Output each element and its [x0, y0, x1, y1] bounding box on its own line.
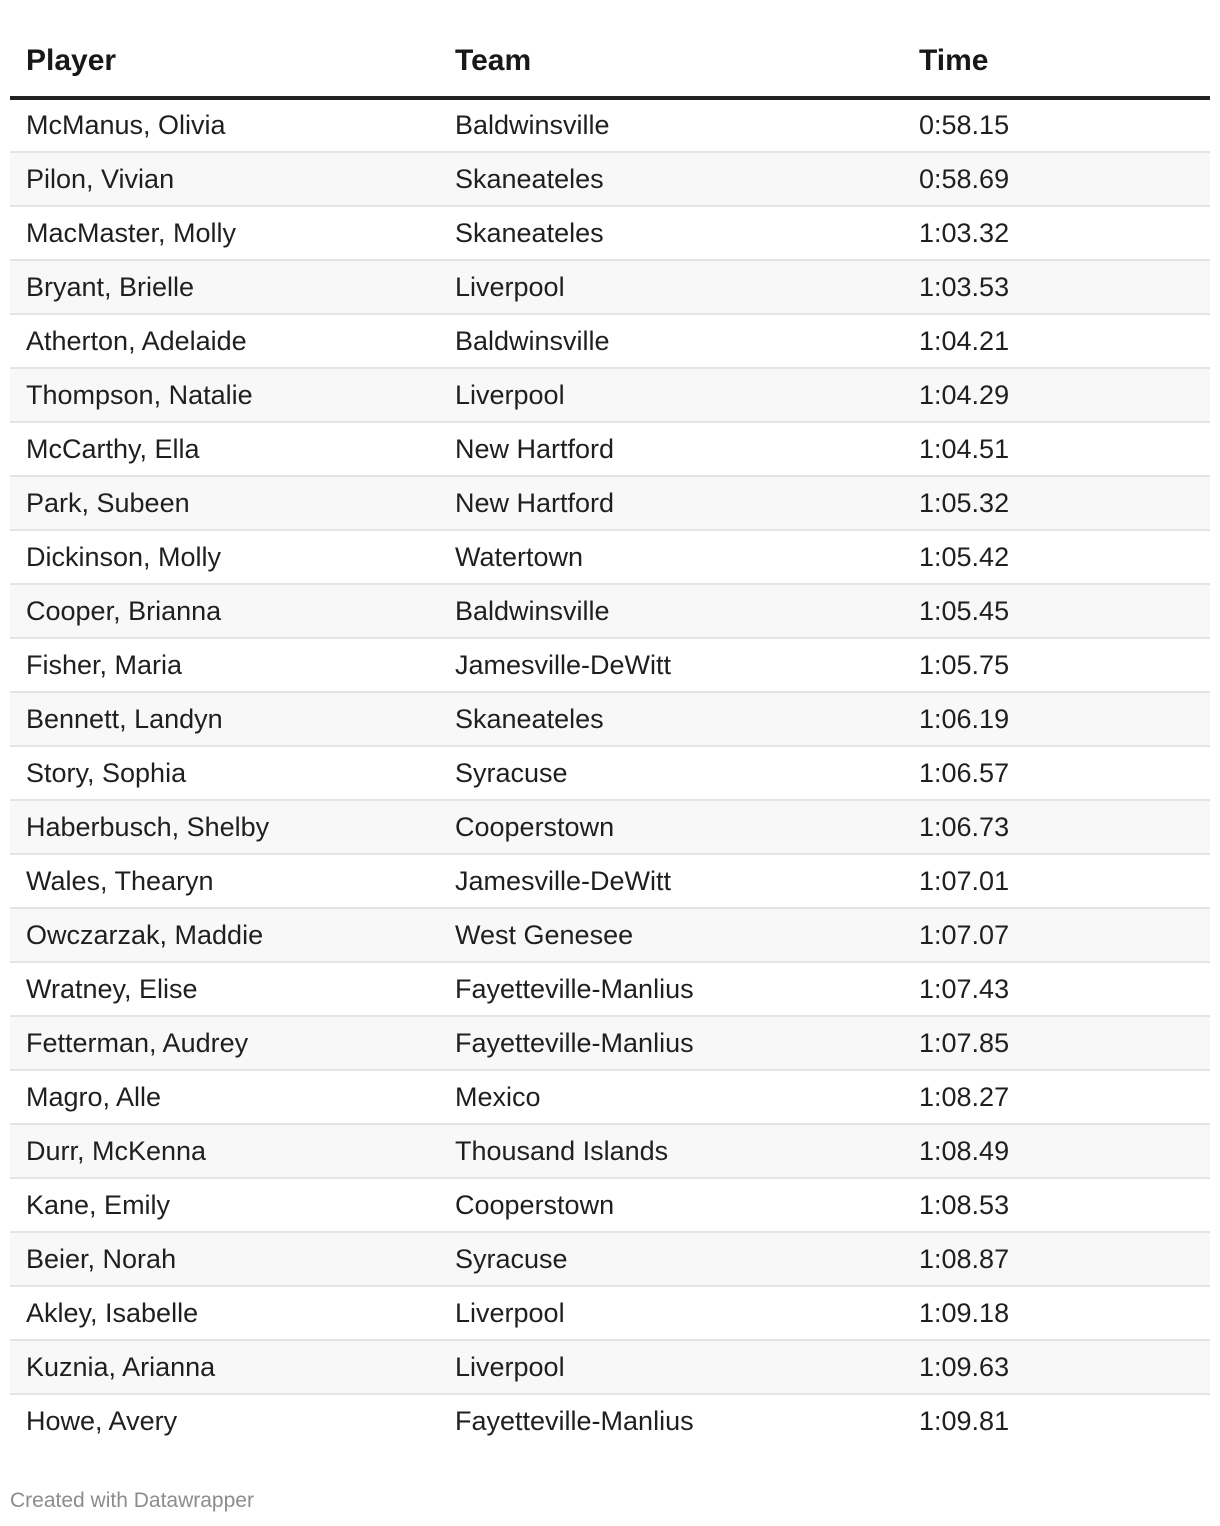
player-cell: Haberbusch, Shelby: [10, 800, 439, 854]
table-row: [10, 1232, 1210, 1286]
table-row: [10, 1124, 1210, 1178]
time-cell: 1:07.43: [903, 962, 1210, 1016]
team-cell: Mexico: [439, 1070, 903, 1124]
table-header: [10, 0, 1210, 98]
team-cell: Liverpool: [439, 368, 903, 422]
table-row: [10, 368, 1210, 422]
team-cell: Fayetteville-Manlius: [439, 1016, 903, 1070]
time-cell: 1:09.81: [919, 1406, 1010, 1436]
team-cell: Baldwinsville: [439, 98, 903, 152]
team-cell: Jamesville-DeWitt: [439, 638, 903, 692]
team-cell: Baldwinsville: [439, 314, 903, 368]
player-cell: Akley, Isabelle: [10, 1286, 439, 1340]
table-row: [10, 206, 1210, 260]
table-row: [10, 692, 1210, 746]
column-header-label: Team: [455, 44, 532, 77]
team-cell: Cooperstown: [439, 1178, 903, 1232]
results-table-container: [10, 0, 1210, 1448]
table-row: [10, 422, 1210, 476]
table-row: [10, 476, 1210, 530]
table-row: [10, 638, 1210, 692]
time-cell: 1:09.63: [903, 1340, 1210, 1394]
time-cell: 1:08.27: [903, 1070, 1210, 1124]
player-cell: Story, Sophia: [10, 746, 439, 800]
player-cell: Kuznia, Arianna: [10, 1340, 439, 1394]
time-cell: 1:04.29: [903, 368, 1210, 422]
player-cell: Howe, Avery: [26, 1406, 178, 1436]
player-cell: Atherton, Adelaide: [10, 314, 439, 368]
player-cell: McCarthy, Ella: [10, 422, 439, 476]
table-row: [10, 908, 1210, 962]
column-header-label: Player: [26, 44, 117, 77]
player-cell: Magro, Alle: [10, 1070, 439, 1124]
team-cell: New Hartford: [439, 476, 903, 530]
table-body: [10, 98, 1210, 1448]
table-row: [10, 152, 1210, 206]
team-cell: West Genesee: [439, 908, 903, 962]
table-row: [10, 1394, 1210, 1448]
player-cell: Pilon, Vivian: [10, 152, 439, 206]
team-cell: Fayetteville-Manlius: [439, 962, 903, 1016]
results-table: [10, 0, 1210, 1448]
table-row: [10, 98, 1210, 152]
player-cell: Thompson, Natalie: [10, 368, 439, 422]
time-cell: 1:05.75: [903, 638, 1210, 692]
time-cell: 1:06.19: [903, 692, 1210, 746]
team-cell: Liverpool: [439, 1286, 903, 1340]
column-header-player[interactable]: [10, 0, 439, 98]
team-cell: Watertown: [439, 530, 903, 584]
player-cell: McManus, Olivia: [10, 98, 439, 152]
player-cell: Bryant, Brielle: [10, 260, 439, 314]
time-cell: 1:03.32: [903, 206, 1210, 260]
table-row: [10, 746, 1210, 800]
team-cell: Thousand Islands: [439, 1124, 903, 1178]
team-cell: Liverpool: [439, 1340, 903, 1394]
time-cell: 1:05.32: [903, 476, 1210, 530]
time-cell: 1:05.45: [903, 584, 1210, 638]
time-cell: 1:06.57: [903, 746, 1210, 800]
time-cell: 1:08.49: [903, 1124, 1210, 1178]
table-row: [10, 962, 1210, 1016]
time-cell: 1:07.01: [903, 854, 1210, 908]
table-row: [10, 1016, 1210, 1070]
team-cell: Fayetteville-Manlius: [455, 1406, 694, 1436]
player-cell: Cooper, Brianna: [10, 584, 439, 638]
player-cell: Bennett, Landyn: [10, 692, 439, 746]
team-cell: Jamesville-DeWitt: [439, 854, 903, 908]
table-row: [10, 1070, 1210, 1124]
player-cell: Fetterman, Audrey: [10, 1016, 439, 1070]
column-header-time[interactable]: [903, 0, 1210, 98]
table-row: [10, 530, 1210, 584]
table-row: [10, 260, 1210, 314]
player-cell: Wales, Thearyn: [10, 854, 439, 908]
time-cell: 1:07.85: [903, 1016, 1210, 1070]
player-cell: Durr, McKenna: [10, 1124, 439, 1178]
time-cell: 1:04.51: [903, 422, 1210, 476]
column-header-team[interactable]: [439, 0, 903, 98]
team-cell: Baldwinsville: [439, 584, 903, 638]
team-cell: Skaneateles: [439, 152, 903, 206]
time-cell: 0:58.15: [903, 98, 1210, 152]
player-cell: Beier, Norah: [10, 1232, 439, 1286]
table-row: [10, 854, 1210, 908]
header-row: [10, 0, 1210, 98]
time-cell: 1:08.87: [903, 1232, 1210, 1286]
player-cell: Wratney, Elise: [10, 962, 439, 1016]
time-cell: 1:09.18: [903, 1286, 1210, 1340]
team-cell: Syracuse: [439, 746, 903, 800]
time-cell: 0:58.69: [903, 152, 1210, 206]
table-row: [10, 800, 1210, 854]
time-cell: 1:07.07: [903, 908, 1210, 962]
table-row: [10, 314, 1210, 368]
table-row: [10, 1340, 1210, 1394]
column-header-label: Time: [919, 44, 989, 77]
team-cell: Skaneateles: [439, 206, 903, 260]
player-cell: Kane, Emily: [10, 1178, 439, 1232]
datawrapper-credit: Created with Datawrapper: [10, 1489, 254, 1512]
player-cell: MacMaster, Molly: [10, 206, 439, 260]
table-row: [10, 584, 1210, 638]
player-cell: Park, Subeen: [10, 476, 439, 530]
time-cell: 1:05.42: [903, 530, 1210, 584]
team-cell: Liverpool: [439, 260, 903, 314]
player-cell: Owczarzak, Maddie: [10, 908, 439, 962]
time-cell: 1:04.21: [903, 314, 1210, 368]
team-cell: New Hartford: [439, 422, 903, 476]
team-cell: Skaneateles: [439, 692, 903, 746]
table-row: [10, 1286, 1210, 1340]
table-row: [10, 1178, 1210, 1232]
time-cell: 1:03.53: [903, 260, 1210, 314]
time-cell: 1:08.53: [903, 1178, 1210, 1232]
player-cell: Fisher, Maria: [10, 638, 439, 692]
time-cell: 1:06.73: [903, 800, 1210, 854]
player-cell: Dickinson, Molly: [10, 530, 439, 584]
team-cell: Syracuse: [439, 1232, 903, 1286]
team-cell: Cooperstown: [439, 800, 903, 854]
